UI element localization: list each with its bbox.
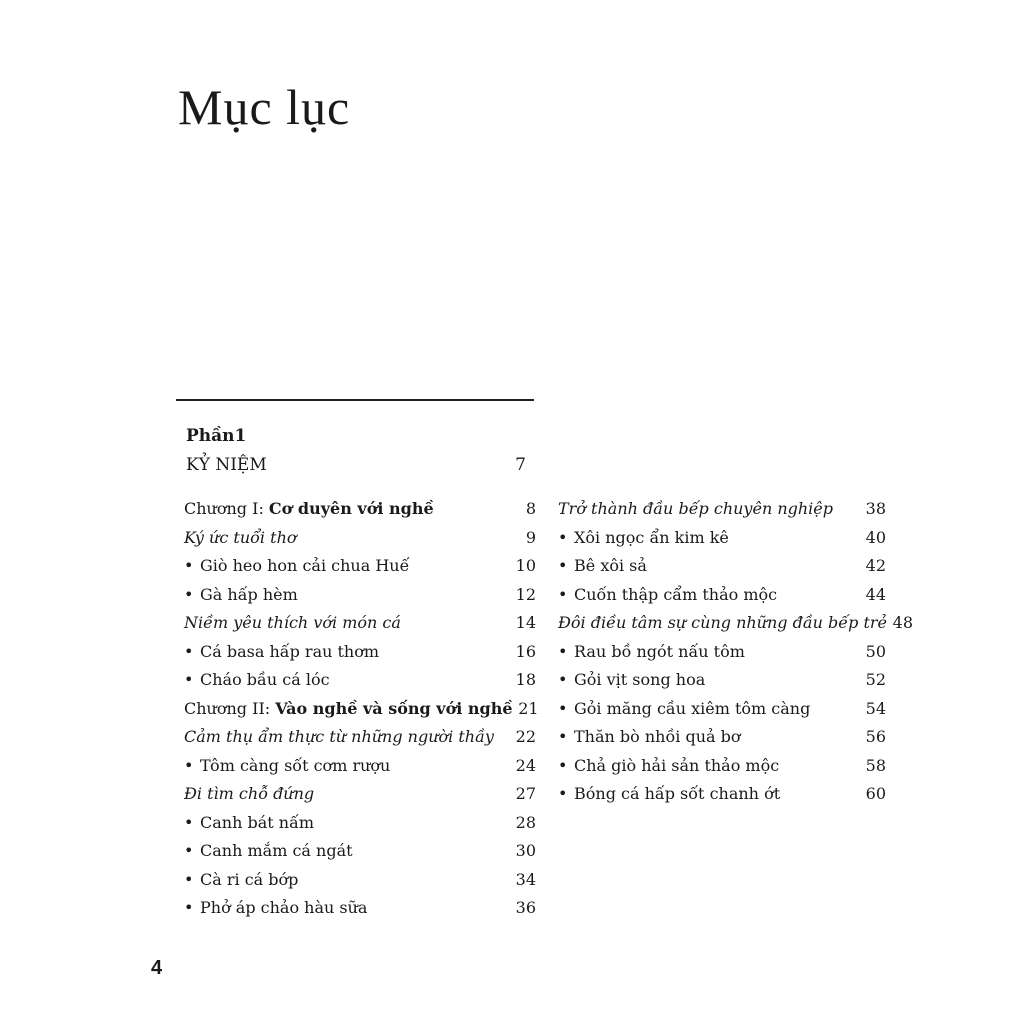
bullet-icon [558, 784, 574, 803]
section-title: Niềm yêu thích với món cá [184, 613, 401, 632]
toc-entry-text [558, 556, 647, 575]
chapter-prefix: Chương I: [184, 499, 269, 518]
part-heading-row [186, 455, 526, 475]
toc-entry-text [558, 642, 745, 661]
toc-item-row [184, 556, 536, 585]
toc-page-number: 40 [865, 527, 886, 547]
toc-item-row [184, 898, 536, 927]
section-title: Ký ức tuổi thơ [184, 527, 297, 547]
toc-entry-text [184, 499, 434, 518]
toc-page-number: 28 [515, 812, 536, 832]
bullet-icon [184, 670, 200, 689]
toc-page-number: 27 [515, 784, 536, 803]
recipe-title: Gỏi vịt song hoa [574, 670, 706, 689]
toc-entry-text [558, 499, 833, 518]
toc-entry-text [184, 613, 401, 632]
toc-page-number: 8 [525, 499, 536, 518]
toc-item-row [558, 756, 886, 785]
toc-page-number: 44 [865, 584, 886, 604]
toc-left-column [184, 499, 539, 927]
bullet-icon [558, 642, 574, 661]
toc-section-row [184, 727, 536, 756]
section-title: Trở thành đầu bếp chuyên nghiệp [558, 499, 834, 518]
toc-page-number: 34 [515, 869, 536, 889]
toc-page-number: 9 [525, 527, 536, 547]
toc-page-number: 38 [865, 499, 886, 518]
recipe-title: Cháo bầu cá lóc [200, 670, 330, 689]
toc-page-number: 10 [515, 556, 536, 575]
toc-right-column [558, 499, 914, 813]
toc-page-number: 50 [865, 641, 886, 661]
toc-entry-text [184, 642, 379, 661]
bullet-icon [558, 670, 574, 689]
recipe-title: Tôm càng sốt cơm rượu [200, 755, 391, 775]
toc-page-number: 58 [865, 755, 886, 775]
toc-page-number: 22 [515, 727, 536, 746]
recipe-title: Cá basa hấp rau thơm [200, 641, 380, 661]
toc-entry-text [558, 585, 777, 604]
toc-entry-text [184, 756, 390, 775]
toc-item-row [558, 670, 886, 699]
bullet-icon [558, 556, 574, 575]
folio-page-number: 4 [151, 957, 163, 979]
toc-entry-text [184, 585, 298, 604]
toc-entry-text [558, 613, 887, 632]
divider [176, 399, 534, 401]
bullet-icon [184, 898, 200, 917]
toc-page-number: 48 [892, 613, 914, 632]
toc-page-number: 21 [518, 698, 539, 718]
toc-entry-text [184, 784, 314, 803]
toc-page-number: 54 [865, 698, 886, 718]
toc-entry-text [184, 727, 494, 746]
toc-item-row [184, 642, 536, 671]
toc-item-row [558, 528, 886, 557]
toc-item-row [558, 556, 886, 585]
toc-entry-text [184, 898, 367, 917]
toc-section-row [558, 613, 914, 642]
toc-entry-text [558, 528, 729, 547]
toc-section-row [184, 613, 536, 642]
toc-entry-text [558, 784, 780, 803]
toc-item-row [184, 756, 536, 785]
toc-page-number: 30 [515, 841, 536, 860]
bullet-icon [184, 642, 200, 661]
bullet-icon [558, 528, 574, 547]
recipe-title: Canh bát nấm [200, 812, 315, 832]
bullet-icon [184, 556, 200, 575]
recipe-title: Cuốn thập cẩm thảo mộc [574, 584, 778, 604]
chapter-prefix: Chương II: [184, 698, 276, 718]
recipe-title: Bê xôi sả [574, 556, 647, 575]
toc-entry-text [184, 556, 409, 575]
toc-page-number: 18 [515, 670, 536, 689]
recipe-title: Giò heo hon cải chua Huế [200, 556, 410, 575]
toc-entry-text [184, 841, 353, 860]
bullet-icon [184, 813, 200, 832]
chapter-title: Vào nghề và sống với nghề [275, 698, 513, 718]
recipe-title: Gỏi măng cầu xiêm tôm càng [574, 698, 811, 718]
toc-item-row [558, 585, 886, 614]
toc-item-row [558, 727, 886, 756]
bullet-icon [558, 727, 574, 746]
toc-section-row [184, 784, 536, 813]
toc-entry-text [184, 670, 330, 689]
toc-page-number: 24 [515, 755, 536, 775]
toc-item-row [558, 642, 886, 671]
toc-item-row [184, 670, 536, 699]
toc-entry-text [558, 756, 779, 775]
toc-page-number: 42 [865, 556, 886, 575]
part-label: Phần1 [186, 426, 247, 446]
toc-entry-text [184, 528, 297, 547]
section-title: Cảm thụ ẩm thực từ những người thầy [184, 727, 494, 746]
toc-section-row [558, 499, 886, 528]
chapter-title: Cơ duyên với nghề [268, 499, 434, 518]
toc-item-row [184, 813, 536, 842]
toc-item-row [558, 784, 886, 813]
section-title: Đi tìm chỗ đứng [184, 784, 315, 803]
recipe-title: Canh mắm cá ngát [200, 841, 353, 860]
part-page-number: 7 [515, 455, 526, 475]
toc-page-number: 56 [865, 727, 886, 746]
recipe-title: Phở áp chảo hàu sữa [200, 898, 368, 917]
toc-entry-text [558, 670, 705, 689]
part-name: KỶ NIỆM [186, 455, 267, 475]
page-title: Mục lục [178, 79, 351, 135]
toc-entry-text [184, 699, 513, 718]
toc-item-row [184, 841, 536, 870]
toc-entry-text [184, 813, 314, 832]
toc-item-row [184, 585, 536, 614]
bullet-icon [558, 756, 574, 775]
toc-page-number: 52 [865, 670, 886, 689]
toc-item-row [184, 870, 536, 899]
toc-entry-text [558, 699, 810, 718]
bullet-icon [558, 699, 574, 718]
recipe-title: Thăn bò nhồi quả bơ [574, 727, 741, 746]
bullet-icon [558, 585, 574, 604]
toc-page-number: 60 [865, 784, 886, 803]
toc-section-row [184, 528, 536, 557]
toc-page-number: 16 [515, 641, 536, 661]
recipe-title: Rau bồ ngót nấu tôm [574, 641, 745, 661]
toc-chapter-row [184, 499, 536, 528]
bullet-icon [184, 841, 200, 860]
section-title: Đôi điều tâm sự cùng những đầu bếp trẻ [558, 613, 888, 632]
bullet-icon [184, 870, 200, 889]
toc-entry-text [558, 727, 741, 746]
toc-page-number: 14 [515, 613, 536, 632]
recipe-title: Cà ri cá bớp [200, 869, 299, 889]
recipe-title: Bóng cá hấp sốt chanh ớt [574, 784, 781, 803]
bullet-icon [184, 585, 200, 604]
toc-item-row [558, 699, 886, 728]
toc-page-number: 12 [515, 584, 536, 604]
toc-chapter-row [184, 698, 539, 728]
recipe-title: Xôi ngọc ẩn kim kê [574, 527, 729, 547]
recipe-title: Gà hấp hèm [200, 584, 298, 604]
bullet-icon [184, 756, 200, 775]
toc-entry-text [184, 870, 298, 889]
recipe-title: Chả giò hải sản thảo mộc [574, 755, 780, 775]
toc-page-number: 36 [515, 898, 536, 917]
